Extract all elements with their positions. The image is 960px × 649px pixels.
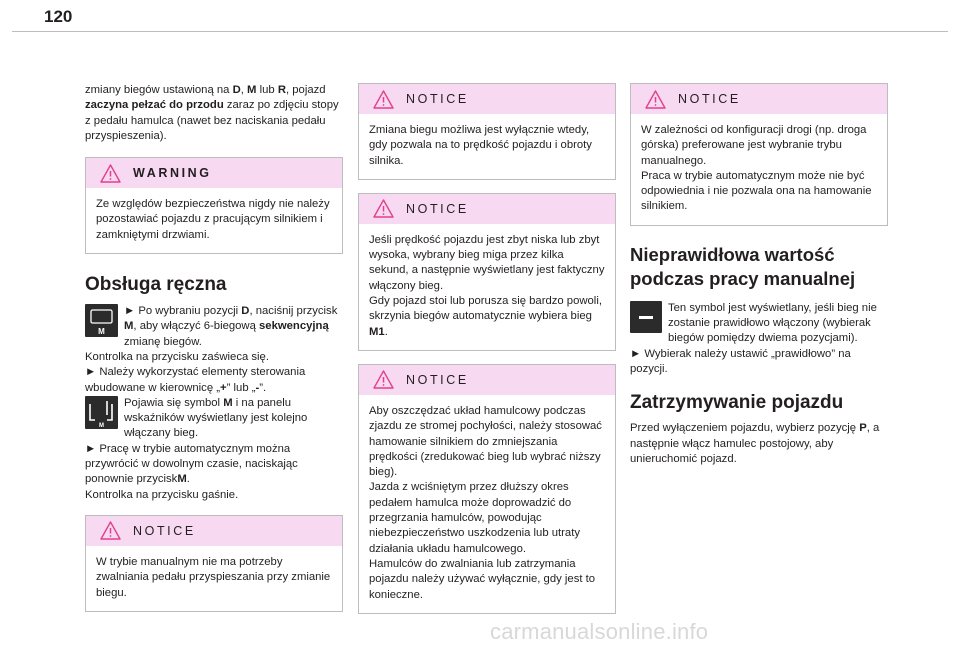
section-heading-manual: Obsługa ręczna <box>85 274 227 296</box>
notice-box-speed <box>358 193 616 351</box>
manual-text-1: ► Po wybraniu pozycji D, naciśnij przycisk M, aby włączyć 6-biegową sekwencyjną zmianę biegów. <box>124 305 338 348</box>
manual-text-5: ► Pracę w trybie automatycznym można przywrócić w dowolnym czasie, naciskając ponownie przyciskM. <box>85 442 298 486</box>
dash-symbol-icon <box>630 301 662 333</box>
notice-header <box>359 194 615 224</box>
notice-triangle-icon <box>373 199 394 218</box>
notice-title: NOTICE <box>406 372 469 387</box>
notice-text-2: Gdy pojazd stoi lub porusza się bardzo powoli, skrzynia biegów automatycznie wybiera bieg M1. <box>369 295 602 338</box>
manual-step-1 <box>85 304 343 350</box>
page-number: 120 <box>44 7 73 26</box>
warning-box <box>85 157 343 254</box>
notice-box-road <box>630 83 888 226</box>
notice-header <box>359 365 615 395</box>
notice-title: NOTICE <box>406 201 469 216</box>
notice-text-2: Praca w trybie automatycznym może nie być odpowiednia i nie pozwala ona na hamowanie silnikiem. <box>641 169 872 213</box>
notice-triangle-icon <box>100 521 121 540</box>
column-3 <box>630 83 888 467</box>
column-1 <box>85 83 343 612</box>
notice-text: Zmiana biegu możliwa jest wyłącznie wtedy, gdy pozwala na to prędkość pojazdu i obroty silnika. <box>369 124 592 167</box>
manual-text-6: Kontrolka na przycisku gaśnie. <box>85 488 239 501</box>
section-heading-stopping: Zatrzymywanie pojazdu <box>630 392 844 414</box>
notice-triangle-icon <box>373 370 394 389</box>
warning-triangle-icon <box>100 164 121 183</box>
watermark-text: carmanualsonline.info <box>490 619 709 644</box>
gear-indicator-icon <box>85 396 118 429</box>
notice-text-3: Hamulców do zwalniania lub zatrzymania pojazdu należy używać wyłącznie, gdy jest to konieczne. <box>369 557 596 601</box>
svg-text:M: M <box>98 327 105 337</box>
notice-title: NOTICE <box>133 523 196 538</box>
notice-box-braking <box>358 364 616 614</box>
m-button-icon <box>85 304 118 337</box>
invalid-value-block <box>630 301 888 347</box>
column-2 <box>358 83 616 614</box>
notice-title: NOTICE <box>406 92 469 106</box>
notice-text: W trybie manualnym nie ma potrzeby zwalniania pedału przyspieszania przy zmianie biegu. <box>96 555 331 599</box>
manual-step-2 <box>85 396 343 442</box>
stopping-text: Przed wyłączeniem pojazdu, wybierz pozycję P, a następnie włącz hamulec postojowy, aby unieruchomić pojazd. <box>630 422 880 465</box>
section-heading-invalid-value: Nieprawidłowa wartość podczas pracy manualnej <box>630 243 856 289</box>
invalid-value-action: ► Wybierak należy ustawić „prawidłowo” na pozycji. <box>630 347 851 375</box>
notice-text-1: Aby oszczędzać układ hamulcowy podczas zjazdu ze stromej pochyłości, należy stosować hamowanie silnikiem do zmniejszania prędkości (zredukować bieg lub wybrać niższy bieg). <box>369 404 602 479</box>
warning-title: WARNING <box>133 166 212 181</box>
notice-triangle-icon <box>373 90 394 109</box>
warning-text: Ze względów bezpieczeństwa nigdy nie należy pozostawiać pojazdu z pracującym silnikiem i zamkniętymi drzwiami. <box>96 198 330 241</box>
notice-header <box>631 84 887 114</box>
manual-text-3: ► Należy wykorzystać elementy sterowania wbudowane w kierownicę „+” lub „-”. <box>85 366 306 394</box>
notice-header <box>359 84 615 114</box>
intro-paragraph: zmiany biegów ustawioną na D, M lub R, pojazd zaczyna pełzać do przodu zaraz po zdjęciu stopy z pedału hamulca (nawet bez naciskania pedału przyspieszenia). <box>85 84 339 142</box>
notice-header <box>86 516 342 546</box>
notice-triangle-icon <box>645 90 666 109</box>
svg-text:M: M <box>99 422 104 429</box>
notice-text-2: Jazda z wciśniętym przez dłuższy okres pedałem hamulca może doprowadzić do przegrzania hamulców, powodując niebezpieczeństwo uszkodzenia lub utraty działania układu hamulcowego. <box>369 481 581 555</box>
warning-header <box>86 158 342 188</box>
notice-box-manual <box>85 515 343 612</box>
header-divider <box>12 31 948 32</box>
notice-title: NOTICE <box>678 92 741 106</box>
manual-text-4: Pojawia się symbol M i na panelu wskaźników wyświetlany jest kolejno włączany bieg. <box>124 396 308 440</box>
notice-box-gear-change <box>358 83 616 180</box>
manual-text-2: Kontrolka na przycisku zaświeca się. <box>85 350 269 363</box>
notice-text-1: W zależności od konfiguracji drogi (np. droga górska) preferowane jest wybranie trybu manualnego. <box>641 124 867 167</box>
invalid-value-text: Ten symbol jest wyświetlany, jeśli bieg nie zostanie prawidłowo włączony (wybierak biegów pomiędzy dwiema pozycjami). <box>668 301 877 345</box>
notice-text-1: Jeśli prędkość pojazdu jest zbyt niska lub zbyt wysoka, wybrany bieg miga przez kilka sekund, a następnie wyświetlany jest faktyczny włączony bieg. <box>369 233 605 292</box>
